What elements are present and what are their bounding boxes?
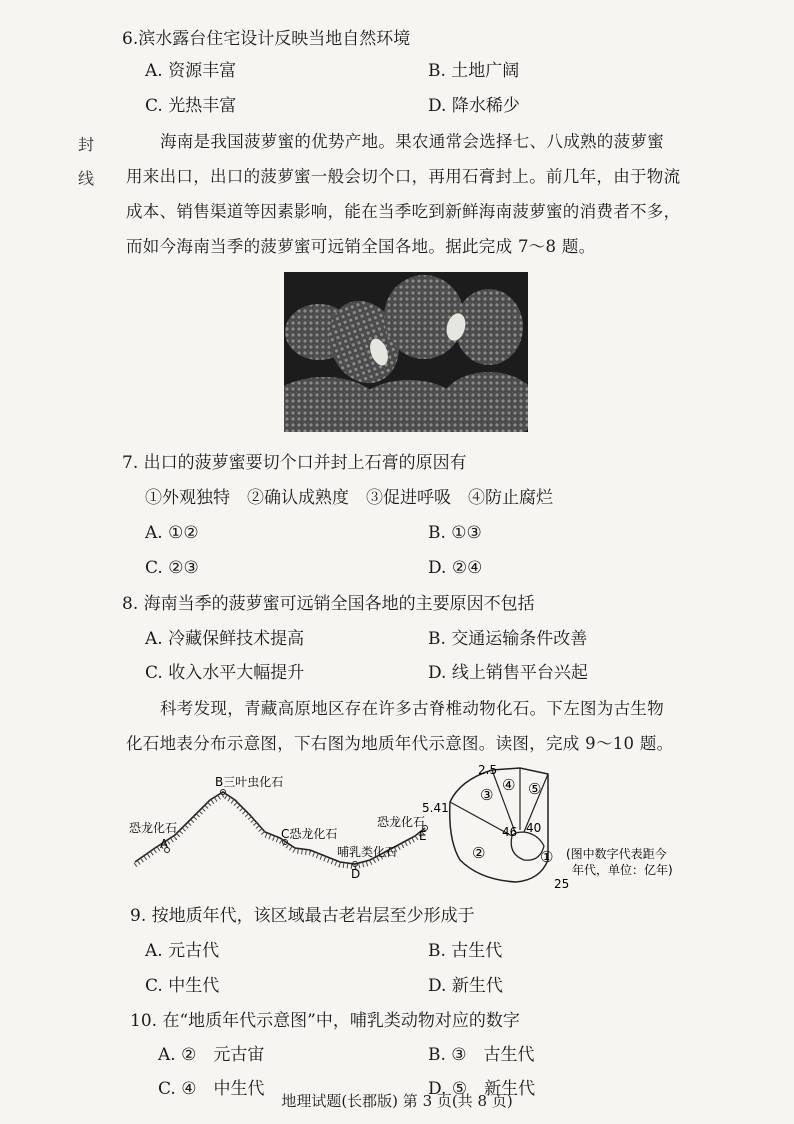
era-circle-2: ② [472,844,486,862]
jackfruit-illustration [284,272,528,432]
jackfruit-photo [284,272,528,432]
era-number-541: 5.41 [422,801,449,815]
geologic-era-diagram [420,760,690,892]
era-circle-5: ⑤ [528,780,542,798]
q10-option-b: B. ③ 古生代 [428,1045,535,1065]
q9-option-c: C. 中生代 [145,976,220,996]
q9-option-b: B. 古生代 [428,941,503,961]
q9-stem: 9. 按地质年代，该区域最古老岩层至少形成于 [130,906,475,926]
page-footer: 地理试题(长郡版) 第 3 页(共 8 页) [281,1092,513,1110]
era-number-25: 25 [554,877,570,891]
q7-option-b: B. ①③ [428,523,482,543]
label-e-letter: E [419,829,427,843]
label-a: 恐龙化石 [129,821,178,835]
q8-stem: 8. 海南当季的菠萝蜜可远销全国各地的主要原因不包括 [122,594,535,614]
label-b: B三叶虫化石 [215,775,284,789]
q8-option-a: A. 冷藏保鲜技术提高 [145,629,305,649]
passage1-line3: 成本、销售渠道等因素影响，能在当季吃到新鲜海南菠萝蜜的消费者不多， [126,202,681,221]
q10-option-c: C. ④ 中生代 [158,1079,265,1099]
q10-option-d: D. ⑤ 新生代 [428,1079,536,1099]
q6-option-d: D. 降水稀少 [428,96,520,116]
q7-items: ①外观独特 ②确认成熟度 ③促进呼吸 ④防止腐烂 [145,488,553,508]
q7-option-a: A. ①② [145,523,199,543]
passage1-line1: 海南是我国菠萝蜜的优势产地。果农通常会选择七、八成熟的菠萝蜜 [160,132,664,151]
era-number-40: 40 [526,821,542,835]
margin-mark-bottom: 线 [78,169,95,188]
q6-stem: 6.滨水露台住宅设计反映当地自然环境 [122,29,411,49]
fossil-profile-diagram [125,770,445,890]
q10-stem: 10. 在“地质年代示意图”中，哺乳类动物对应的数字 [130,1011,520,1031]
margin-mark-top: 封 [78,135,95,154]
era-number-46: 46 [502,825,518,839]
label-e: 恐龙化石 [377,815,426,829]
label-d: 哺乳类化石 [337,845,398,859]
era-circle-3: ③ [480,786,494,804]
q9-option-a: A. 元古代 [145,941,220,961]
passage1-line4: 而如今海南当季的菠萝蜜可远销全国各地。据此完成 7～8 题。 [126,237,596,256]
label-c: C恐龙化石 [281,827,338,841]
q7-stem: 7. 出口的菠萝蜜要切个口并封上石膏的原因有 [122,453,467,473]
era-note-line2: 年代，单位：亿年) [572,863,673,877]
q10-option-a: A. ② 元古宙 [158,1045,265,1065]
q7-option-d: D. ②④ [428,558,483,578]
q8-option-d: D. 线上销售平台兴起 [428,663,588,683]
passage2-line1: 科考发现，青藏高原地区存在许多古脊椎动物化石。下左图为古生物 [160,699,664,718]
q6-option-c: C. 光热丰富 [145,96,237,116]
label-a-letter: A [160,837,169,851]
era-circle-4: ④ [502,776,516,794]
era-note-line1: (图中数字代表距今 [566,847,667,861]
era-circle-1: ① [540,848,554,866]
q9-option-d: D. 新生代 [428,976,503,996]
label-d-letter: D [351,867,361,881]
q6-option-a: A. 资源丰富 [145,61,237,81]
q8-option-c: C. 收入水平大幅提升 [145,663,305,683]
passage1-line2: 用来出口，出口的菠萝蜜一般会切个口，再用石膏封上。前几年，由于物流 [126,167,681,186]
passage2-line2: 化石地表分布示意图，下右图为地质年代示意图。读图，完成 9～10 题。 [126,734,674,753]
era-number-2-5: 2.5 [478,763,498,777]
q8-option-b: B. 交通运输条件改善 [428,629,588,649]
q6-option-b: B. 土地广阔 [428,61,520,81]
q7-option-c: C. ②③ [145,558,199,578]
